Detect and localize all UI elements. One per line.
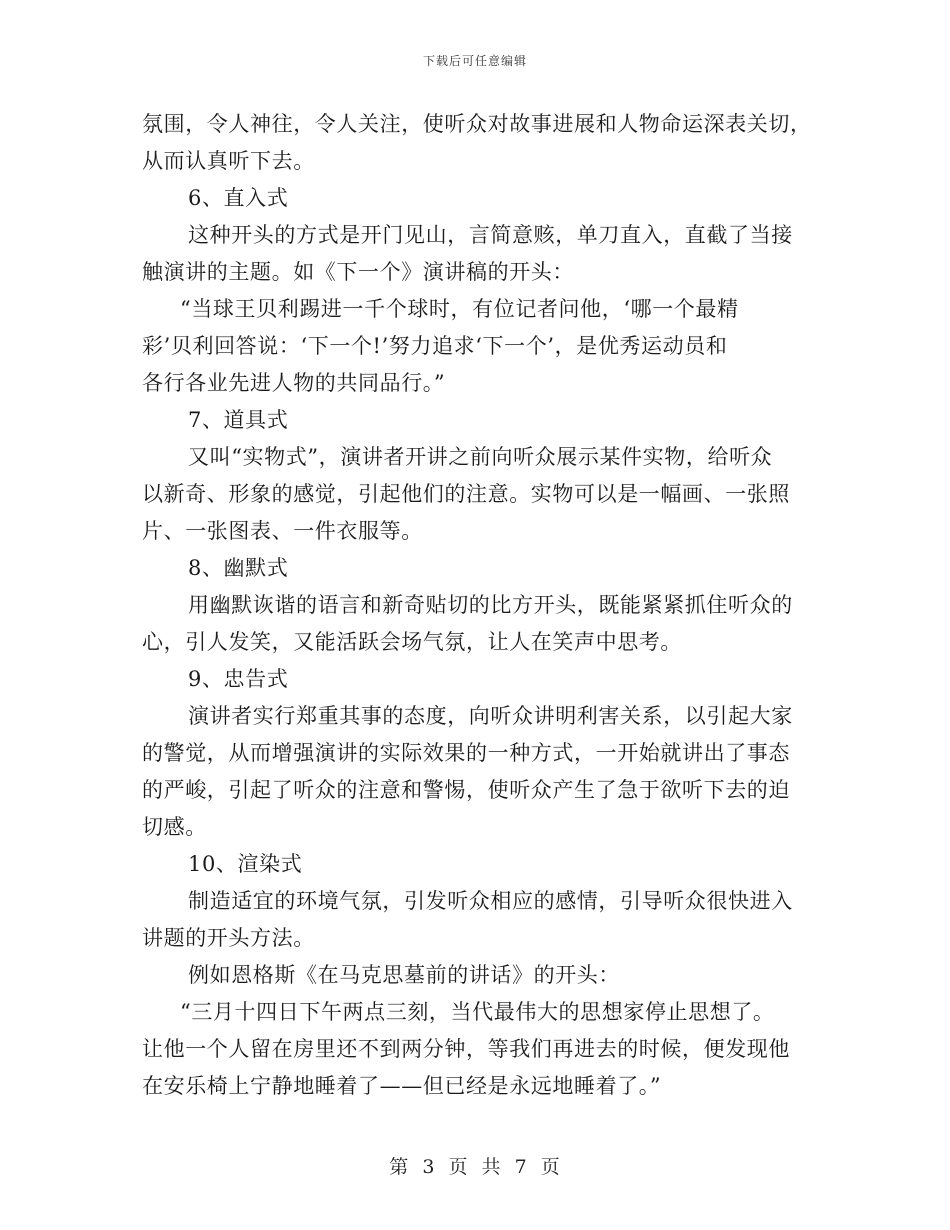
quote-line: 彩’贝利回答说：‘下一个!’努力追求‘下一个’，是优秀运动员和 — [142, 334, 728, 358]
body-line: 氛围，令人神往，令人关注，使听众对故事进展和人物命运深表关切， — [142, 112, 812, 136]
quote-line: “当球王贝利踢进一千个球时，有位记者问他，‘哪一个最精 — [180, 297, 739, 321]
total-pages-number: 7 — [514, 1156, 528, 1178]
section-heading: 8、幽默式 — [188, 556, 289, 580]
body-line: 的严峻，引起了听众的注意和警惕，使听众产生了急于欲听下去的迫 — [142, 778, 790, 802]
body-line: 以新奇、形象的感觉，引起他们的注意。实物可以是一幅画、一张照 — [142, 482, 790, 506]
body-line: 切感。 — [142, 815, 207, 839]
quote-line: 让他一个人留在房里还不到两分钟，等我们再进去的时候，便发现他 — [142, 1037, 790, 1061]
body-line: 的警觉，从而增强演讲的实际效果的一种方式，一开始就讲出了事态 — [142, 741, 790, 765]
section-heading: 7、道具式 — [188, 408, 289, 432]
section-heading: 9、忠告式 — [188, 667, 289, 691]
body-line: 例如恩格斯《在马克思墓前的讲话》的开头： — [188, 963, 620, 987]
section-heading: 6、直入式 — [188, 186, 289, 210]
section-heading: 10、渲染式 — [188, 852, 303, 876]
page-header: 下载后可任意编辑 — [422, 54, 527, 68]
body-line: 演讲者实行郑重其事的态度，向听众讲明利害关系，以引起大家 — [188, 704, 793, 728]
total-label: 共 — [481, 1156, 502, 1178]
current-page-number: 3 — [422, 1156, 436, 1178]
body-line: 触演讲的主题。如《下一个》演讲稿的开头： — [142, 260, 574, 284]
page-label-mid: 页 — [448, 1156, 469, 1178]
page-label-suffix: 页 — [540, 1156, 561, 1178]
body-line: 心，引人发笑，又能活跃会场气氛，让人在笑声中思考。 — [142, 630, 682, 654]
body-line: 这种开头的方式是开门见山，言简意赅，单刀直入，直截了当接 — [188, 223, 793, 247]
body-line: 又叫“实物式”，演讲者开讲之前向听众展示某件实物，给听众 — [188, 445, 773, 469]
body-line: 讲题的开头方法。 — [142, 926, 315, 950]
body-line: 制造适宜的环境气氛，引发听众相应的感情，引导听众很快进入 — [188, 889, 793, 913]
quote-line: “三月十四日下午两点三刻，当代最伟大的思想家停止思想了。 — [180, 1000, 775, 1024]
quote-line: 各行各业先进人物的共同品行。” — [142, 371, 446, 395]
body-line: 从而认真听下去。 — [142, 149, 315, 173]
body-line: 用幽默诙谐的语言和新奇贴切的比方开头，既能紧紧抓住听众的 — [188, 593, 793, 617]
quote-line: 在安乐椅上宁静地睡着了——但已经是永远地睡着了。” — [142, 1074, 662, 1098]
page-label-prefix: 第 — [389, 1156, 410, 1178]
document-body — [142, 106, 814, 1105]
page-number-footer — [0, 1152, 950, 1179]
body-line: 片、一张图表、一件衣服等。 — [142, 519, 423, 543]
